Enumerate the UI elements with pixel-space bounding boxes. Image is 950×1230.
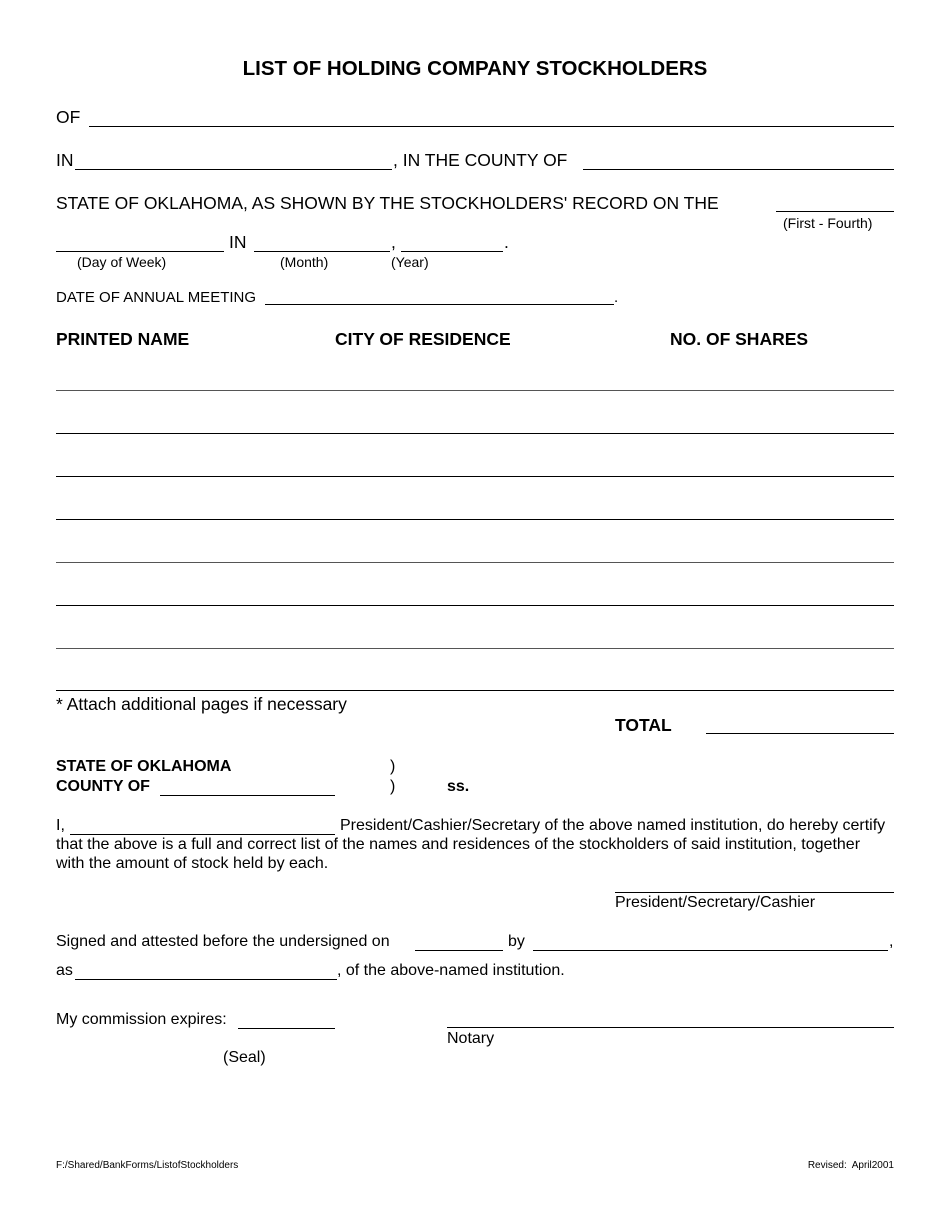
city-line [75,169,392,170]
seal-caption: (Seal) [223,1049,266,1066]
certification-line-3: with the amount of stock held by each. [56,855,329,872]
venue-state: STATE OF OKLAHOMA [56,758,232,775]
table-row[interactable] [56,605,894,606]
ordinal-line [776,211,894,212]
in-mid-label: IN [229,232,247,252]
table-row[interactable] [56,562,894,563]
month-comma: , [391,232,396,252]
attach-pages-note: * Attach additional pages if necessary [56,694,347,714]
year-period: . [504,232,509,252]
in-label: IN [56,150,74,170]
column-header-name: PRINTED NAME [56,329,190,349]
venue-ss: ss. [447,778,470,795]
annual-meeting-label: DATE OF ANNUAL MEETING [56,289,257,306]
as-title-field[interactable] [75,960,337,980]
table-row[interactable] [56,433,894,434]
table-row[interactable] [56,390,894,391]
certification-line-2: that the above is a full and correct list of the names and residences of the stockholders of said institution, together [56,836,861,853]
commission-field[interactable] [238,1009,335,1029]
total-label: TOTAL [615,715,672,735]
month-caption: (Month) [280,254,329,270]
city-field[interactable] [75,149,392,169]
year-line [401,251,503,252]
certifier-name-field[interactable] [70,815,335,835]
county-line [583,169,894,170]
table-row[interactable] [56,690,894,691]
column-header-city: CITY OF RESIDENCE [335,329,511,349]
certification-prefix: I, [56,817,65,834]
year-caption: (Year) [391,254,429,270]
month-line [254,251,390,252]
notary-caption: Notary [447,1030,495,1047]
institution-name-line [89,126,894,127]
as-suffix: , of the above-named institution. [337,962,565,979]
venue-paren-2: ) [390,778,396,795]
institution-name-field[interactable] [89,106,894,126]
column-header-shares: NO. OF SHARES [670,329,809,349]
total-field[interactable] [706,713,894,733]
certification-line-1: President/Cashier/Secretary of the above named institution, do hereby certify [340,817,886,834]
first-fourth-caption: (First - Fourth) [783,215,873,231]
signer-signature-line [615,892,894,893]
venue-county-field[interactable] [160,776,335,796]
county-field[interactable] [583,149,894,169]
month-field[interactable] [254,231,390,251]
venue-paren-1: ) [390,758,396,775]
by-label: by [508,933,525,950]
table-row[interactable] [56,519,894,520]
commission-label: My commission expires: [56,1011,227,1028]
of-label: OF [56,107,81,127]
attest-by-field[interactable] [533,931,888,951]
page-title: LIST OF HOLDING COMPANY STOCKHOLDERS [242,57,708,80]
footer-path: F:/Shared/BankForms/ListofStockholders [56,1160,239,1171]
day-caption: (Day of Week) [77,254,167,270]
venue-county-label: COUNTY OF [56,778,150,795]
annual-meeting-period: . [614,289,619,306]
year-field[interactable] [401,231,503,251]
annual-meeting-field[interactable] [265,284,614,304]
state-record-text: STATE OF OKLAHOMA, AS SHOWN BY THE STOCKHOLDERS' RECORD ON THE [56,193,719,213]
day-field[interactable] [56,231,224,251]
ordinal-field[interactable] [776,191,894,211]
county-label: , IN THE COUNTY OF [393,150,568,170]
table-row[interactable] [56,476,894,477]
signer-signature-field[interactable] [615,872,894,892]
total-line [706,733,894,734]
attest-date-field[interactable] [415,931,503,951]
signed-label: Signed and attested before the undersigned on [56,933,390,950]
day-line [56,251,224,252]
signer-caption: President/Secretary/Cashier [615,894,816,911]
notary-signature-line [447,1027,894,1028]
footer-revised: Revised: April2001 [807,1160,894,1171]
table-row[interactable] [56,648,894,649]
attest-comma: , [889,933,894,950]
annual-meeting-line [265,304,614,305]
notary-signature-field[interactable] [447,1007,894,1027]
as-label: as [56,962,73,979]
